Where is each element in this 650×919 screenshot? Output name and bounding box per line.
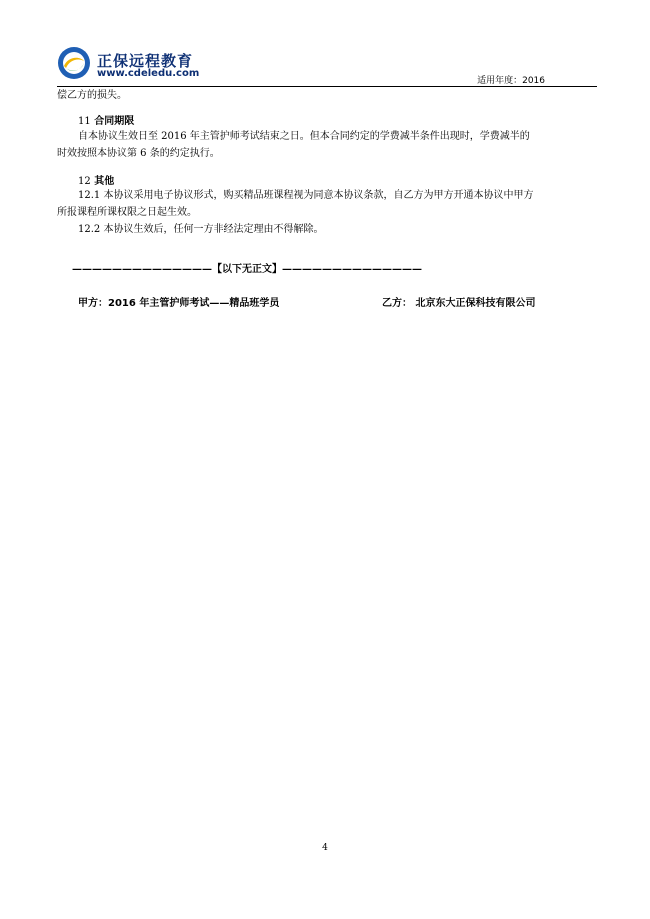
party-b: 乙方： 北京东大正保科技有限公司 [382, 298, 536, 309]
header-rule [57, 86, 597, 87]
brand-name: 正保远程教育 [97, 52, 194, 70]
section-11-heading [78, 112, 134, 127]
applicable-year: 适用年度：2016 [477, 76, 545, 86]
page-number: 4 [322, 843, 328, 853]
clause-12-1-line-1: 12.1 本协议采用电子协议形式，购买精品班课程视为同意本协议条款，自乙方为甲方开通本协议中甲方 [78, 190, 534, 201]
cdeledu-logo-icon [57, 46, 91, 80]
end-of-text-marker: ——————————————【以下无正文】—————————————— [72, 264, 422, 275]
section-12-title: 其他 [94, 176, 115, 187]
section-11-line-2: 时效按照本协议第 6 条的约定执行。 [57, 148, 220, 159]
party-a: 甲方：2016 年主管护师考试——精品班学员 [78, 298, 280, 309]
section-12-heading [78, 172, 114, 187]
section-11-line-1: 自本协议生效日至 2016 年主管护师考试结束之日。但本合同约定的学费减半条件出现时，学费减半的 [78, 131, 530, 142]
section-11-number: 11 [78, 116, 91, 127]
page-header [57, 42, 597, 88]
clause-12-2: 12.2 本协议生效后，任何一方非经法定理由不得解除。 [78, 224, 324, 235]
section-11-title: 合同期限 [94, 116, 135, 127]
carry-over-text: 偿乙方的损失。 [57, 90, 127, 101]
clause-12-1-line-2: 所报课程所课权限之日起生效。 [57, 207, 197, 218]
section-12-number: 12 [78, 176, 91, 187]
brand-url: www.cdeledu.com [97, 68, 200, 79]
